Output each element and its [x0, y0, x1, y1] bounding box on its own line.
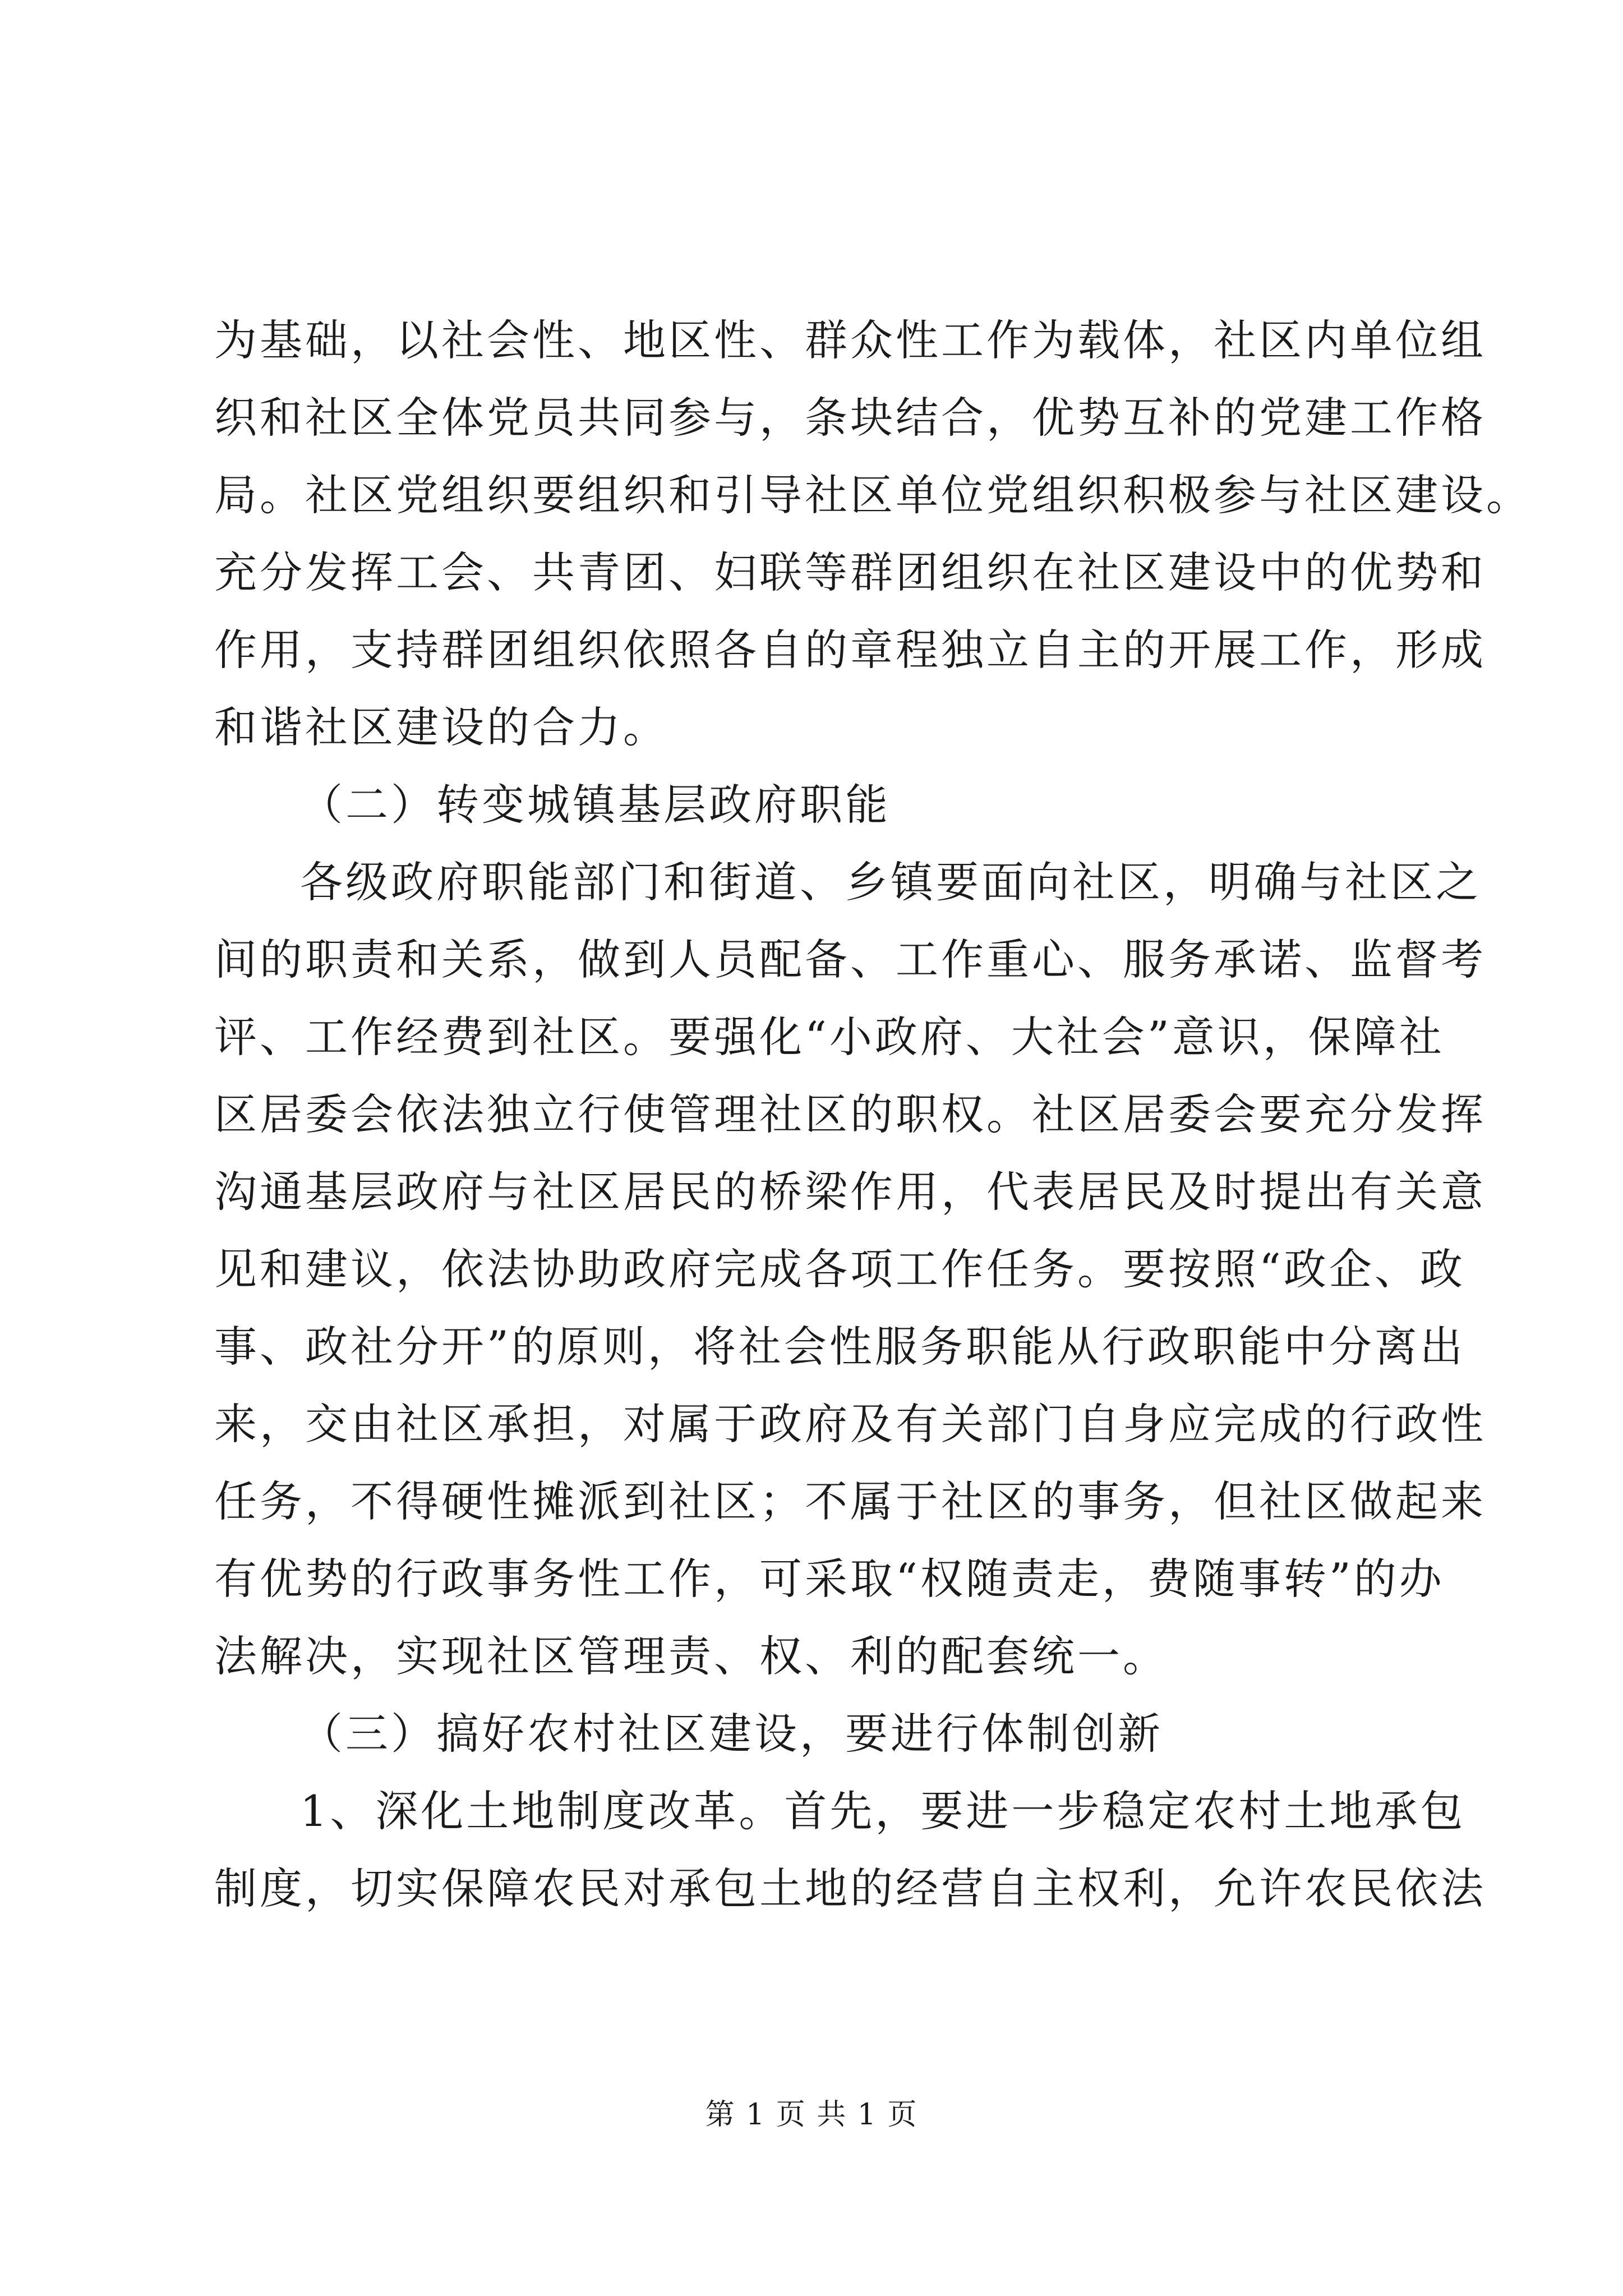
text-line: 有优势的行政事务性工作，可采取“权随责走，费随事转”的办	[214, 1554, 1445, 1604]
text-line: 区居委会依法独立行使管理社区的职权。社区居委会要充分发挥	[214, 1089, 1486, 1139]
text-line: 为基础，以社会性、地区性、群众性工作为载体，社区内单位组	[214, 315, 1486, 365]
text-line: 来，交由社区承担，对属于政府及有关部门自身应完成的行政性	[214, 1399, 1486, 1449]
text-line: 法解决，实现社区管理责、权、利的配套统一。	[214, 1631, 1168, 1681]
text-line: 和谐社区建设的合力。	[214, 702, 668, 752]
text-line: 制度，切实保障农民对承包土地的经营自主权利，允许农民依法	[214, 1864, 1486, 1913]
text-line: 评、工作经费到社区。要强化“小政府、大社会”意识，保障社	[214, 1012, 1445, 1062]
text-line: 织和社区全体党员共同参与，条块结合，优势互补的党建工作格	[214, 393, 1486, 443]
text-line: 间的职责和关系，做到人员配备、工作重心、服务承诺、监督考	[214, 935, 1486, 984]
text-line: 沟通基层政府与社区居民的桥梁作用，代表居民及时提出有关意	[214, 1167, 1486, 1217]
page-footer: 第 1 页 共 1 页	[705, 2098, 918, 2132]
text-line: 事、政社分开”的原则，将社会性服务职能从行政职能中分离出	[214, 1322, 1465, 1372]
section-heading: （三）搞好农村社区建设，要进行体制创新	[300, 1709, 1163, 1759]
text-line: 任务，不得硬性摊派到社区；不属于社区的事务，但社区做起来	[214, 1476, 1486, 1526]
text-line: 见和建议，依法协助政府完成各项工作任务。要按照“政企、政	[214, 1244, 1465, 1294]
text-line: 1、深化土地制度改革。首先，要进一步稳定农村土地承包	[300, 1786, 1466, 1836]
text-line: 作用，支持群团组织依照各自的章程独立自主的开展工作，形成	[214, 625, 1486, 675]
text-line: 充分发挥工会、共青团、妇联等群团组织在社区建设中的优势和	[214, 547, 1486, 597]
text-line: 各级政府职能部门和街道、乡镇要面向社区，明确与社区之	[300, 857, 1481, 907]
text-line: 局。社区党组织要组织和引导社区单位党组织积极参与社区建设。	[214, 470, 1532, 520]
section-heading: （二）转变城镇基层政府职能	[300, 780, 891, 830]
